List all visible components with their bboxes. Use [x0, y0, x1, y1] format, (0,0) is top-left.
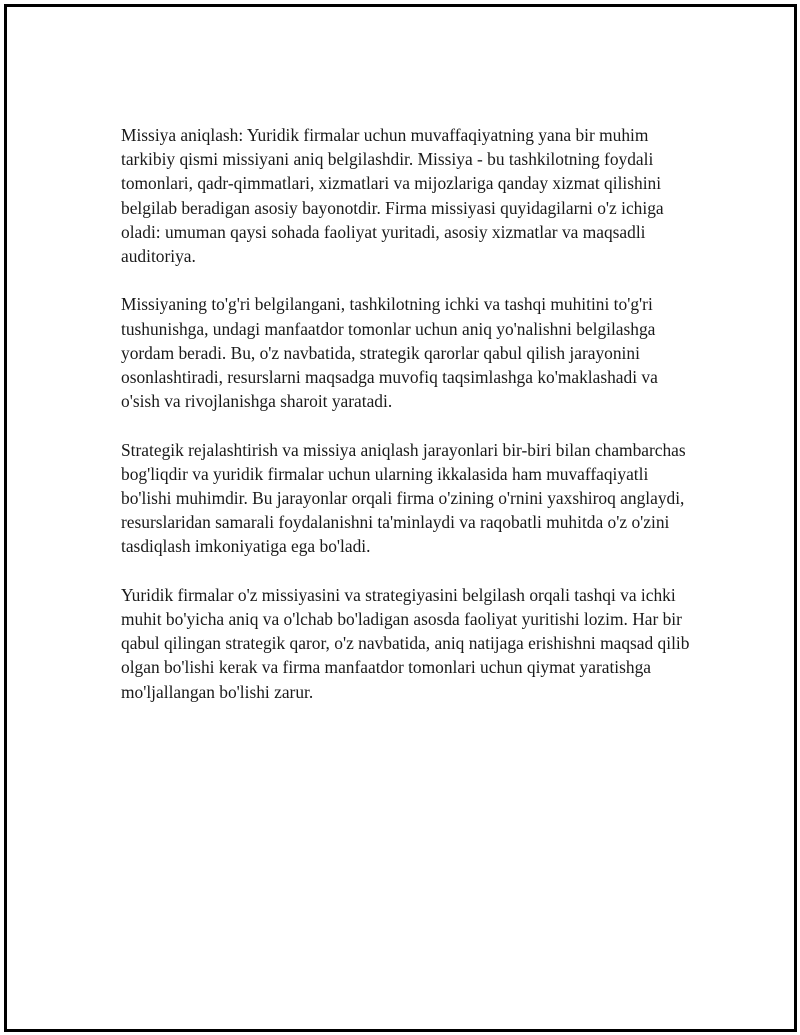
paragraph-strategik-rejalashtirish: Strategik rejalashtirish va missiya aniqlash jarayonlari bir-biri bilan chambarchas bog'liqdir va yuridik firmalar uchun ularning ikkalasida ham muvaffaqiyatli bo'lishi muhimdir. Bu jarayonlar orqali firma o'zining o'rnini yaxshiroq anglaydi, resurslaridan samarali foydalanishni ta'minlaydi va raqobatli muhitda o'z o'zini tasdiqlash imkoniyatiga ega bo'ladi. — [121, 439, 686, 557]
paragraph-missiya-aniqlash: Missiya aniqlash: Yuridik firmalar uchun muvaffaqiyatning yana bir muhim tarkibiy qismi missiyani aniq belgilashdir. Missiya - bu tashkilotning foydali tomonlari, qadr-qimmatlari, xizmatlari va mijozlariga qanday xizmat qilishini belgilab beradigan asosiy bayonotdir. Firma missiyasi quyidagilarni o'z ichiga oladi: umuman qaysi sohada faoliyat yuritadi, asosiy xizmatlar va maqsadli auditoriya. — [121, 125, 664, 267]
page-frame — [4, 4, 797, 1032]
paragraph-missiya-belgilanishi: Missiyaning to'g'ri belgilangani, tashkilotning ichki va tashqi muhitini to'g'ri tushunishga, undagi manfaatdor tomonlar uchun aniq yo'nalishni belgilashga yordam beradi. Bu, o'z navbatida, strategik qarorlar qabul qilish jarayonini osonlashtiradi, resurslarni maqsadga muvofiq taqsimlashga ko'maklashadi va o'sish va rivojlanishga sharoit yaratadi. — [121, 294, 658, 412]
paragraph-yuridik-firmalar: Yuridik firmalar o'z missiyasini va strategiyasini belgilash orqali tashqi va ichki muhit bo'yicha aniq va o'lchab bo'ladigan asosda faoliyat yuritishi lozim. Har bir qabul qilingan strategik qaror, o'z navbatida, aniq natijaga erishishni maqsad qilib olgan bo'lishi kerak va firma manfaatdor tomonlari uchun qiymat yaratishga mo'ljallangan bo'lishi zarur. — [121, 584, 690, 702]
page-body — [121, 123, 701, 728]
